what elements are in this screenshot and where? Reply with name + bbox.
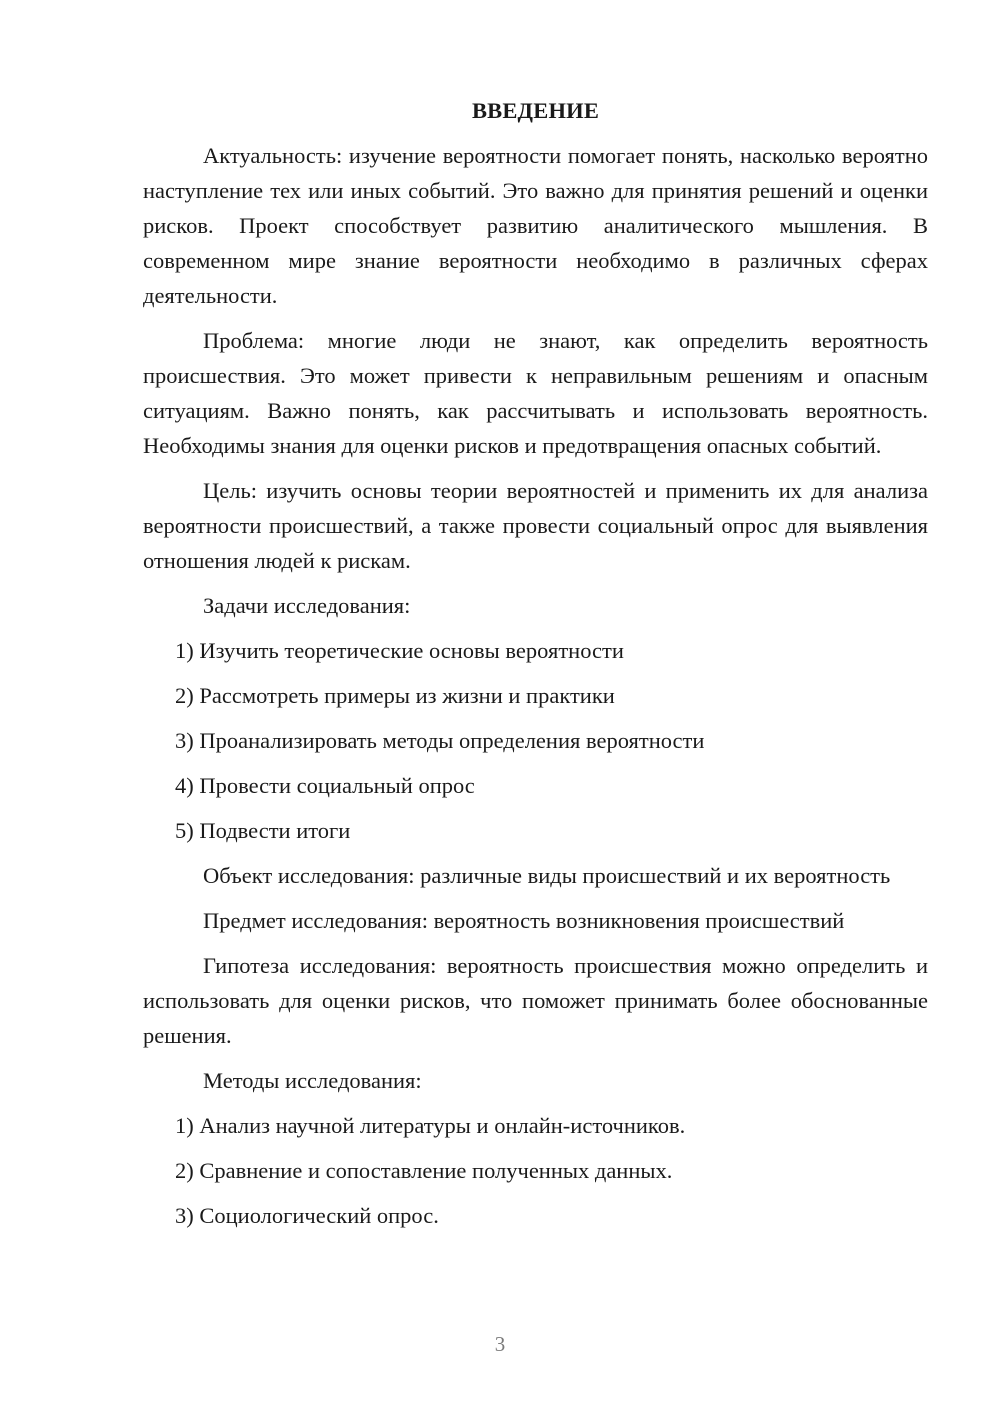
problem-paragraph: Проблема: многие люди не знают, как определить вероятность происшествия. Это может привести к неправильным решениям и опасным ситуациям. Важно понять, как рассчитывать и использовать вероятность. Необходимы знания для оценки рисков и предотвращения опасных событий. [143, 328, 928, 458]
task-item: 5) Подвести итоги [175, 818, 351, 843]
task-item: 3) Проанализировать методы определения вероятности [175, 728, 705, 753]
relevance-paragraph: Актуальность: изучение вероятности помогает понять, насколько вероятно наступление тех или иных событий. Это важно для принятия решений и оценки рисков. Проект способствует развитию аналитического мышления. В современном мире знание вероятности необходимо в различных сферах деятельности. [143, 143, 928, 308]
document-page [143, 96, 928, 1243]
section-title: ВВЕДЕНИЕ [471, 98, 600, 123]
methods-heading: Методы исследования: [203, 1068, 422, 1093]
object-paragraph: Объект исследования: различные виды происшествий и их вероятность [203, 863, 891, 888]
page-number: 3 [494, 1332, 506, 1356]
method-item: 3) Социологический опрос. [175, 1203, 439, 1228]
task-item: 1) Изучить теоретические основы вероятности [175, 638, 624, 663]
methods-list [143, 1108, 928, 1233]
method-item: 1) Анализ научной литературы и онлайн-источников. [175, 1113, 686, 1138]
method-item: 2) Сравнение и сопоставление полученных данных. [175, 1158, 673, 1183]
task-item: 4) Провести социальный опрос [175, 773, 475, 798]
tasks-list [143, 633, 928, 848]
task-item: 2) Рассмотреть примеры из жизни и практики [175, 683, 615, 708]
tasks-heading: Задачи исследования: [203, 593, 411, 618]
goal-paragraph: Цель: изучить основы теории вероятностей и применить их для анализа вероятности происшествий, а также провести социальный опрос для выявления отношения людей к рискам. [143, 478, 928, 573]
hypothesis-paragraph: Гипотеза исследования: вероятность происшествия можно определить и использовать для оценки рисков, что поможет принимать более обоснованные решения. [143, 953, 928, 1048]
subject-paragraph: Предмет исследования: вероятность возникновения происшествий [203, 908, 845, 933]
